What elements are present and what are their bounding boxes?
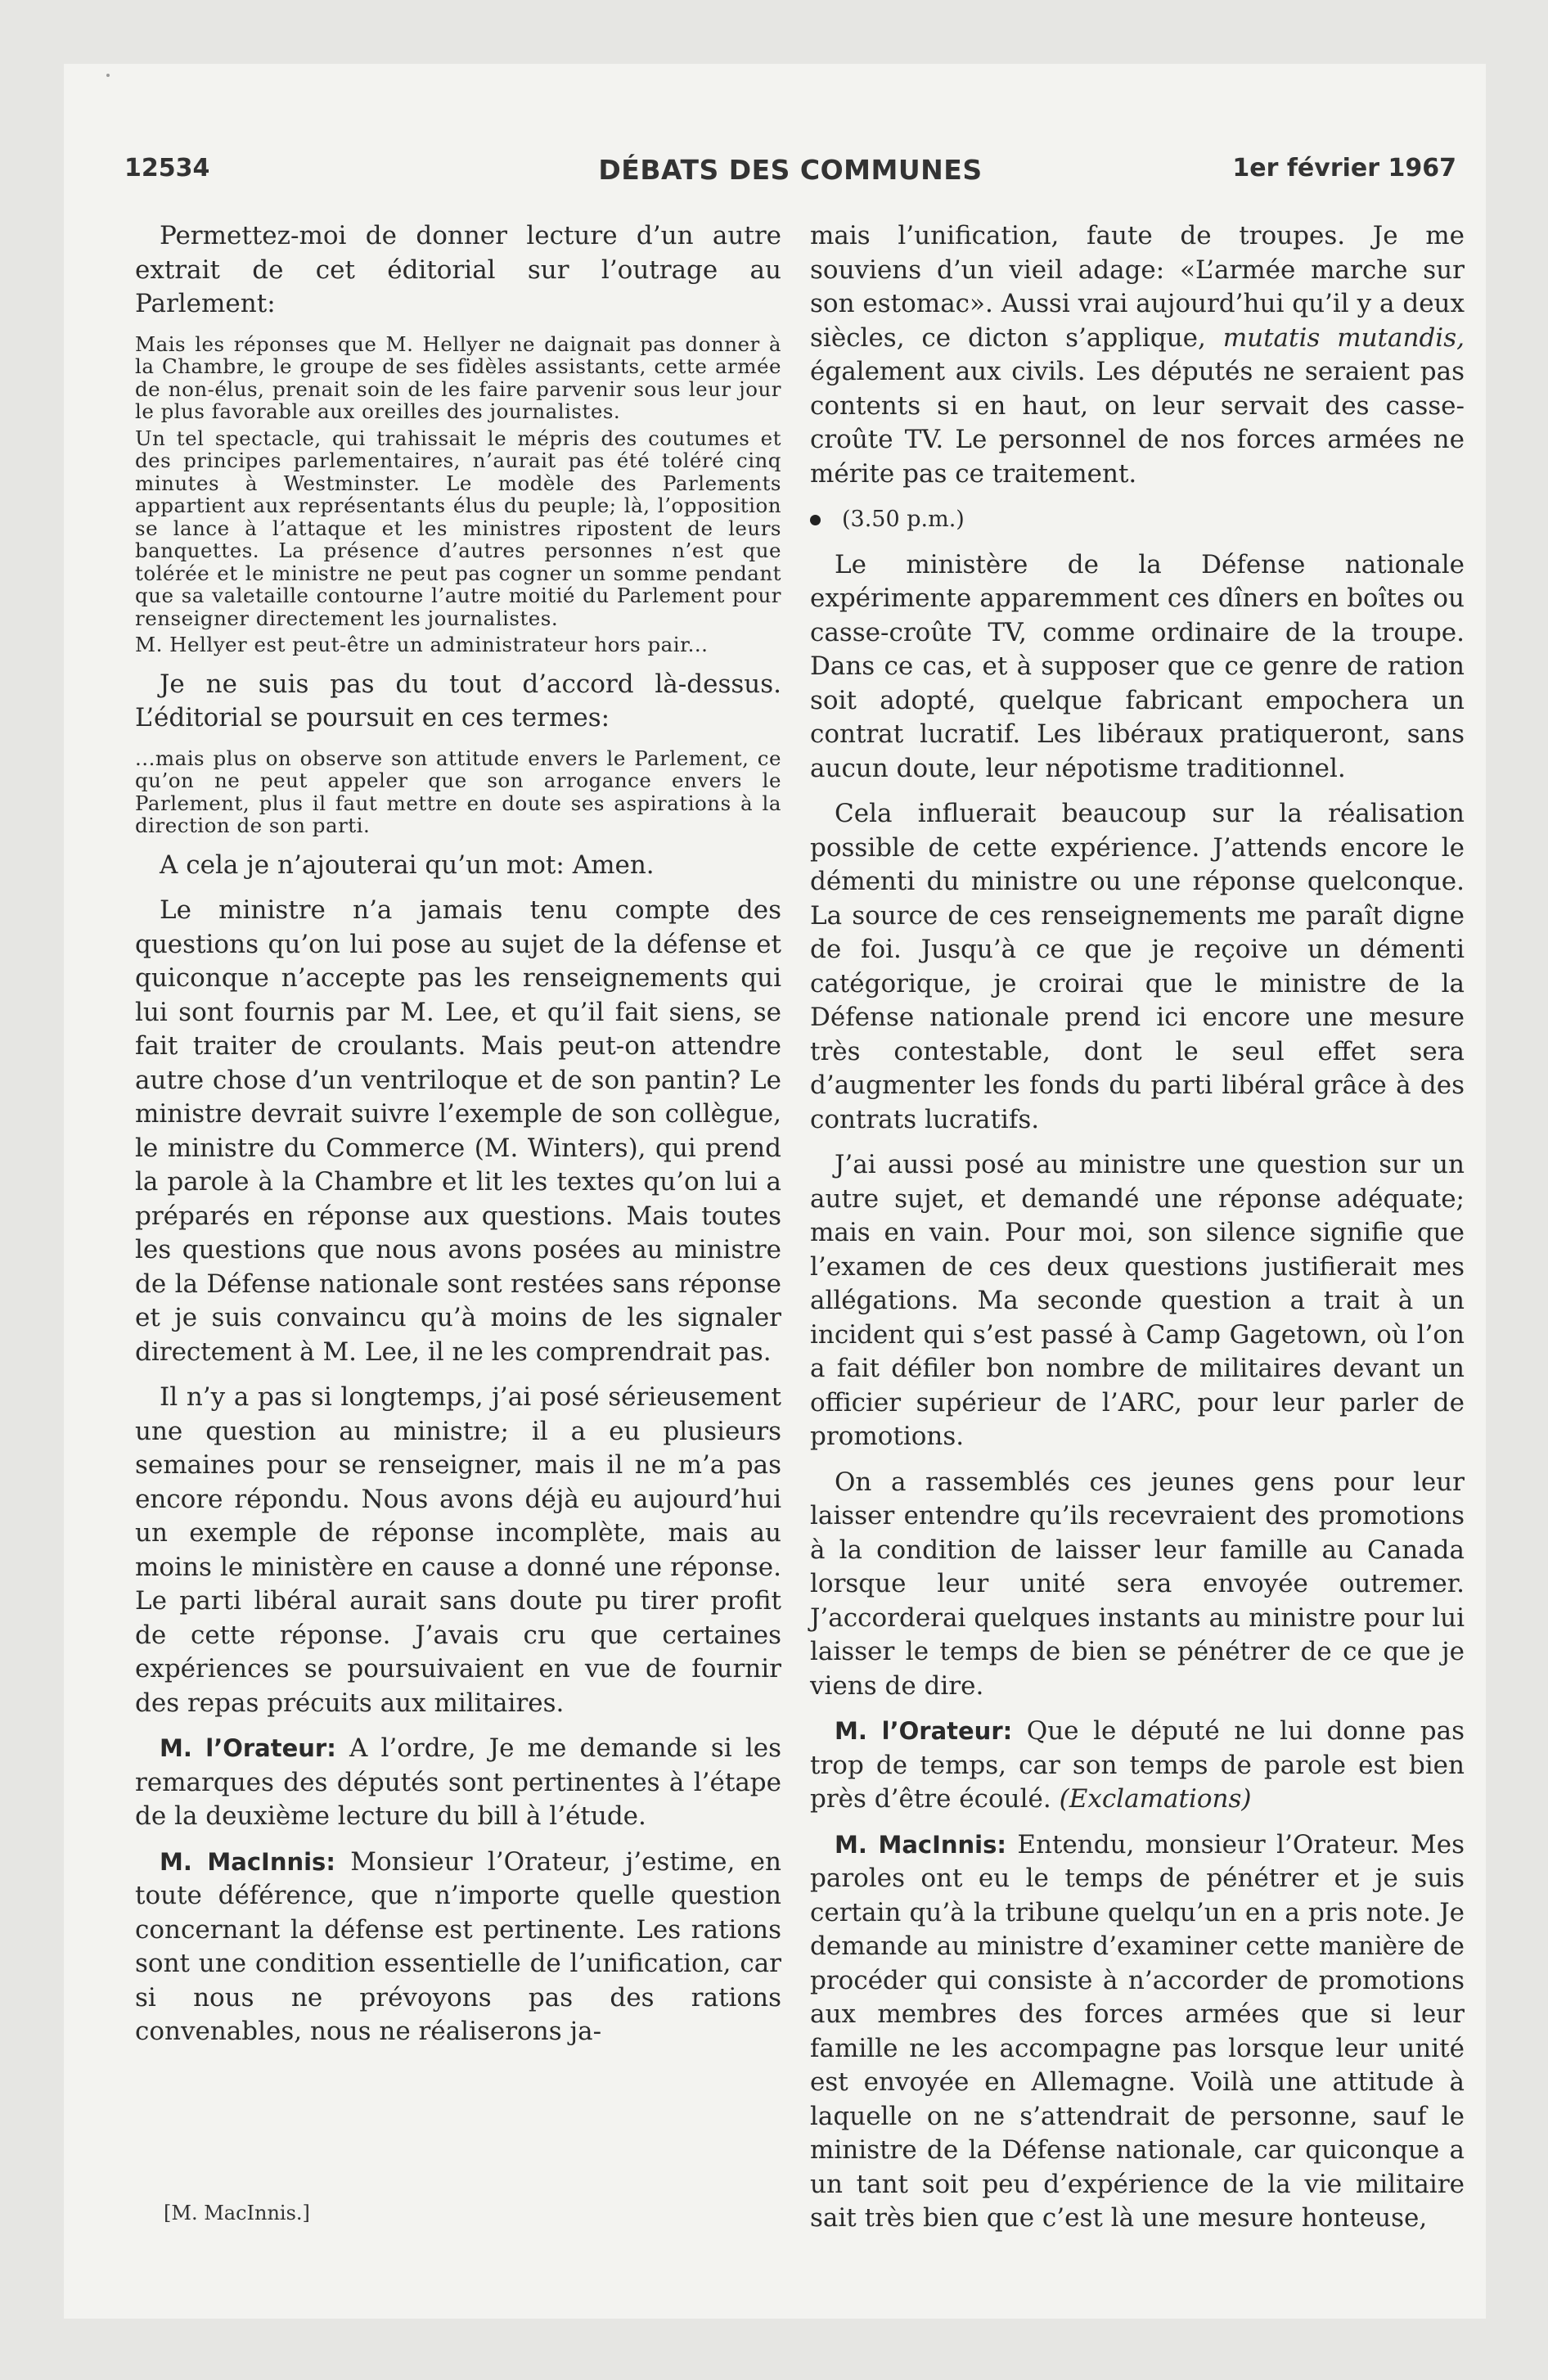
page-date: 1er février 1967 bbox=[1232, 154, 1456, 183]
text-run: également aux civils. Les députés ne seraient pas contents si en haut, on leur servait des casse-croûte TV. Le personnel de nos forces armées ne mérite pas ce traitement. bbox=[810, 357, 1465, 489]
paragraph: On a rassemblés ces jeunes gens pour leur laisser entendre qu’ils recevraient des promotions à la condition de laisser leur famille au Canada lorsque leur unité sera envoyée outremer. J’accorderai quelques instants au ministre pour lui laisser le temps de bien se pénétrer de ce que je viens de dire. bbox=[810, 1467, 1465, 1701]
footer-speaker-note: [M. MacInnis.] bbox=[164, 2202, 310, 2224]
quote-paragraph: Mais les réponses que M. Hellyer ne daignait pas donner à la Chambre, le groupe de ses fidèles assistants, cette armée de non-élus, prenait soin de les faire parvenir sous leur jour le plus favorable aux oreilles des journalistes. bbox=[135, 331, 781, 423]
speaker-name: M. l’Orateur: bbox=[835, 1717, 1013, 1745]
speaker-name: M. MacInnis: bbox=[835, 1830, 1006, 1859]
quote-paragraph: M. Hellyer est peut-être un administrateur hors pair... bbox=[135, 633, 709, 656]
paragraph: Permettez-moi de donner lecture d’un autre extrait de cet éditorial sur l’outrage au Parlement: bbox=[135, 221, 781, 318]
page-header bbox=[124, 154, 1456, 190]
speaker-name: M. l’Orateur: bbox=[160, 1734, 336, 1762]
paragraph bbox=[810, 219, 1465, 491]
time-marker bbox=[810, 503, 1465, 537]
speech-text: A l’ordre, Je me demande si les remarques des députés sont pertinentes à l’étape de la deuxième lecture du bill à l’étude. bbox=[135, 1733, 781, 1831]
speech-paragraph bbox=[810, 1715, 1465, 1817]
paper-speck bbox=[106, 74, 110, 77]
page-number: 12534 bbox=[124, 154, 210, 183]
paragraph: Je ne suis pas du tout d’accord là-dessus. L’éditorial se poursuit en ces termes: bbox=[135, 669, 781, 732]
italic-text: mutatis mutandis, bbox=[1222, 322, 1465, 353]
text-run: mais l’unification, faute de troupes. Je me souviens d’un vieil adage: «L’armée marche sur son estomac». Aussi vrai aujourd’hui qu’il y a deux siècles, ce dicton s’applique, bbox=[810, 221, 1465, 353]
page-title: DÉBATS DES COMMUNES bbox=[598, 154, 983, 186]
speech-text: Entendu, monsieur l’Orateur. Mes paroles ont eu le temps de pénétrer et je suis certain qu’à la tribune quelqu’un en a pris note. Je demande au ministre d’examiner cette manière de procéder qui consiste à n’accorder de promotions aux membres des forces armées que si leur famille ne les accompagne pas lorsque leur unité est envoyée en Allemagne. Voilà une attitude à laquelle on ne s’attendrait de personne, sauf le ministre de la Défense nationale, car quiconque a un tant soit peu d’expérience de la vie militaire sait très bien que c’est là une mesure honteuse, bbox=[810, 1829, 1465, 2233]
speaker-name: M. MacInnis: bbox=[160, 1847, 335, 1876]
speech-paragraph bbox=[135, 1732, 781, 1834]
italic-text: (Exclamations) bbox=[1059, 1784, 1252, 1814]
time-text: (3.50 p.m.) bbox=[842, 507, 965, 532]
paragraph: J’ai aussi posé au ministre une question sur un autre sujet, et demandé une réponse adéquate; mais en vain. Pour moi, son silence signifie que l’examen de ces deux questions justifierait mes allégations. Ma seconde question a trait à un incident qui s’est passé à Camp Gagetown, où l’on a fait défiler bon nombre de militaires devant un officier supérieur de l’ARC, pour leur parler de promotions. bbox=[810, 1150, 1465, 1451]
paragraph: Cela influerait beaucoup sur la réalisation possible de cette expérience. J’attends encore le démenti du ministre ou une réponse quelconque. La source de ces renseignements me paraît digne de foi. Jusqu’à ce que je reçoive un démenti catégorique, je croirai que le ministre de la Défense nationale prend ici encore une mesure très contestable, dont le seul effet sera d’augmenter les fonds du parti libéral grâce à des contrats lucratifs. bbox=[810, 799, 1465, 1134]
paragraph: Le ministère de la Défense nationale expérimente apparemment ces dîners en boîtes ou casse-croûte TV, comme ordinaire de la troupe. Dans ce cas, et à supposer que ce genre de ration soit adopté, quelque fabricant empochera un contrat lucratif. Les libéraux pratiqueront, sans aucun doute, leur népotisme traditionnel. bbox=[810, 549, 1465, 783]
speech-paragraph bbox=[810, 1828, 1465, 2236]
bullet-icon bbox=[810, 515, 821, 525]
quote-paragraph: Un tel spectacle, qui trahissait le mépris des coutumes et des principes parlementaires, n’aurait pas été toléré cinq minutes à Westminster. Le modèle des Parlements appartient aux représentants élus du peuple; là, l’opposition se lance à l’attaque et les ministres ripostent de leurs banquettes. La présence d’autres personnes n’est que tolérée et le ministre ne peut pas cogner un somme pendant que sa valetaille contourne l’autre moitié du Parlement pour renseigner directement les journalistes. bbox=[135, 426, 781, 630]
speech-paragraph bbox=[135, 1846, 781, 2049]
speech-text: Que le député ne lui donne pas trop de temps, car son temps de parole est bien près d’être écoulé. bbox=[810, 1716, 1465, 1814]
right-column bbox=[810, 219, 1465, 2247]
paragraph: Le ministre n’a jamais tenu compte des questions qu’on lui pose au sujet de la défense et quiconque n’accepte pas les renseignements qui lui sont fournis par M. Lee, et qu’il fait siens, se fait traiter de croulants. Mais peut-on attendre autre chose d’un ventriloque et de son pantin? Le ministre devrait suivre l’exemple de son collègue, le ministre du Commerce (M. Winters), qui prend la parole à la Chambre et lit les textes qu’on lui a préparés en réponse aux questions. Mais toutes les questions que nous avons posées au ministre de la Défense nationale sont restées sans réponse et je suis convaincu qu’à moins de les signaler directement à M. Lee, il ne les comprendrait pas. bbox=[135, 895, 781, 1367]
quotation-block bbox=[135, 747, 781, 837]
paragraph: Il n’y a pas si longtemps, j’ai posé sérieusement une question au ministre; il a eu plusieurs semaines pour se renseigner, mais il ne m’a pas encore répondu. Nous avons déjà eu aujourd’hui un exemple de réponse incomplète, mais au moins le ministère en cause a donné une réponse. Le parti libéral aurait sans doute pu tirer profit de cette réponse. J’avais cru que certaines expériences se poursuivaient en vue de fournir des repas précuits aux militaires. bbox=[135, 1382, 781, 1718]
left-column bbox=[135, 219, 781, 2061]
quotation-block bbox=[135, 333, 781, 656]
quote-paragraph: ...mais plus on observe son attitude envers le Parlement, ce qu’on ne peut appeler que son arrogance envers le Parlement, plus il faut mettre en doute ses aspirations à la direction de son parti. bbox=[135, 746, 781, 837]
speech-text: Monsieur l’Orateur, j’estime, en toute déférence, que n’importe quelle question concernant la défense est pertinente. Les rations sont une condition essentielle de l’unification, car si nous ne prévoyons pas des rations convenables, nous ne réaliserons ja- bbox=[135, 1846, 781, 2046]
paragraph: A cela je n’ajouterai qu’un mot: Amen. bbox=[160, 850, 655, 880]
